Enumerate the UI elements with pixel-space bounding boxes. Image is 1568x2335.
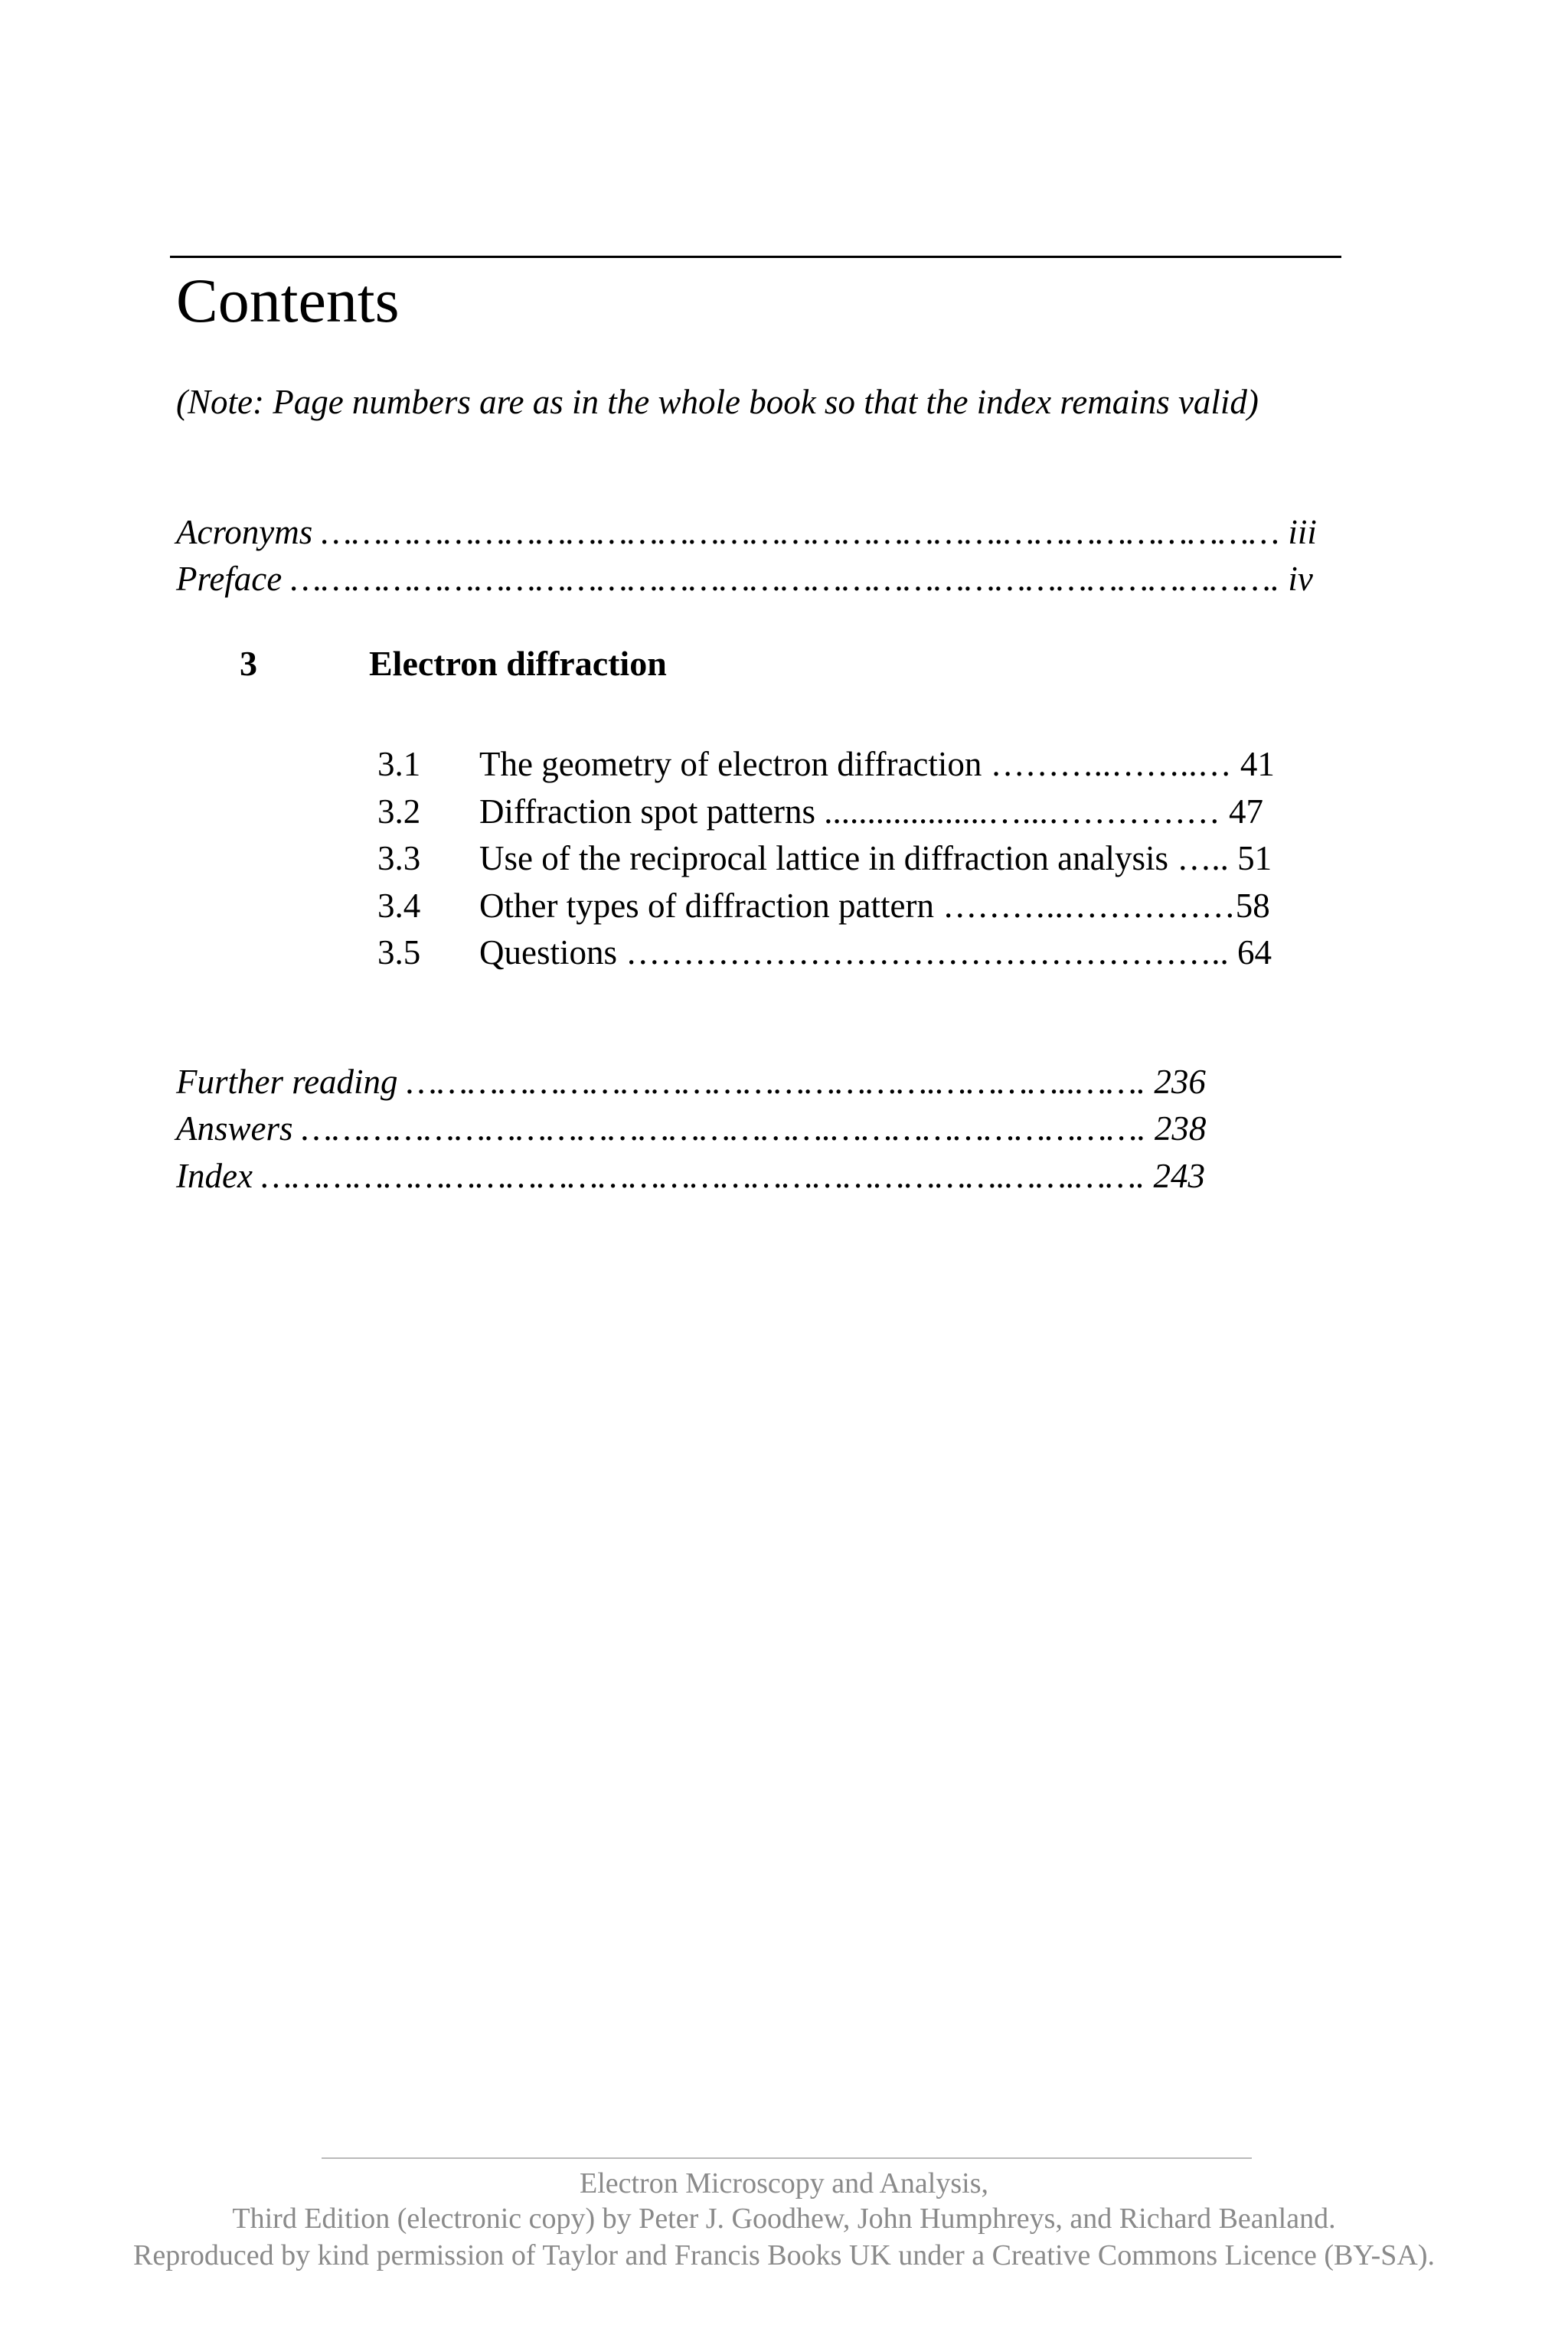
toc-section-3-4: Other types of diffraction pattern ………..……………58 xyxy=(479,887,1270,925)
toc-section-3-1: The geometry of electron diffraction ………..……..… 41 xyxy=(479,745,1275,783)
section-number: 3.3 xyxy=(377,839,421,877)
section-number: 3.5 xyxy=(377,933,421,972)
footer-licence: Reproduced by kind permission of Taylor and Francis Books UK under a Creative Commons Licence (BY-SA). xyxy=(133,2239,1435,2271)
section-number: 3.4 xyxy=(377,887,421,925)
footer-edition-authors: Third Edition (electronic copy) by Peter J. Goodhew, John Humphreys, and Richard Beanland. xyxy=(232,2203,1336,2235)
chapter-number: 3 xyxy=(240,644,257,683)
header-rule xyxy=(170,256,1341,258)
toc-entry-preface: Preface ……………………………………………………………………………………. iv xyxy=(176,560,1313,598)
page-number-note: (Note: Page numbers are as in the whole book so that the index remains valid) xyxy=(176,383,1259,421)
page-title: Contents xyxy=(176,266,400,335)
footer-book-title: Electron Microscopy and Analysis, xyxy=(579,2167,988,2199)
toc-entry-index: Index ……………………………………………………………….…….……. 243 xyxy=(176,1157,1206,1195)
toc-entry-answers: Answers …………………………………………….…………………………. 238 xyxy=(176,1109,1207,1148)
toc-entry-acronyms: Acronyms ………………………………………………………….……………………… iii xyxy=(176,513,1317,551)
footer-rule xyxy=(322,2157,1252,2159)
toc-section-3-3: Use of the reciprocal lattice in diffraction analysis ….. 51 xyxy=(479,839,1272,877)
section-number: 3.2 xyxy=(377,792,421,831)
section-number: 3.1 xyxy=(377,745,421,783)
toc-section-3-5: Questions …………………………………………….. 64 xyxy=(479,933,1272,972)
toc-entry-further-reading: Further reading …………………………………………….…………..……. 236 xyxy=(176,1063,1206,1101)
toc-section-3-2: Diffraction spot patterns ...................…...…………… 47 xyxy=(479,792,1264,831)
chapter-title: Electron diffraction xyxy=(369,644,667,683)
